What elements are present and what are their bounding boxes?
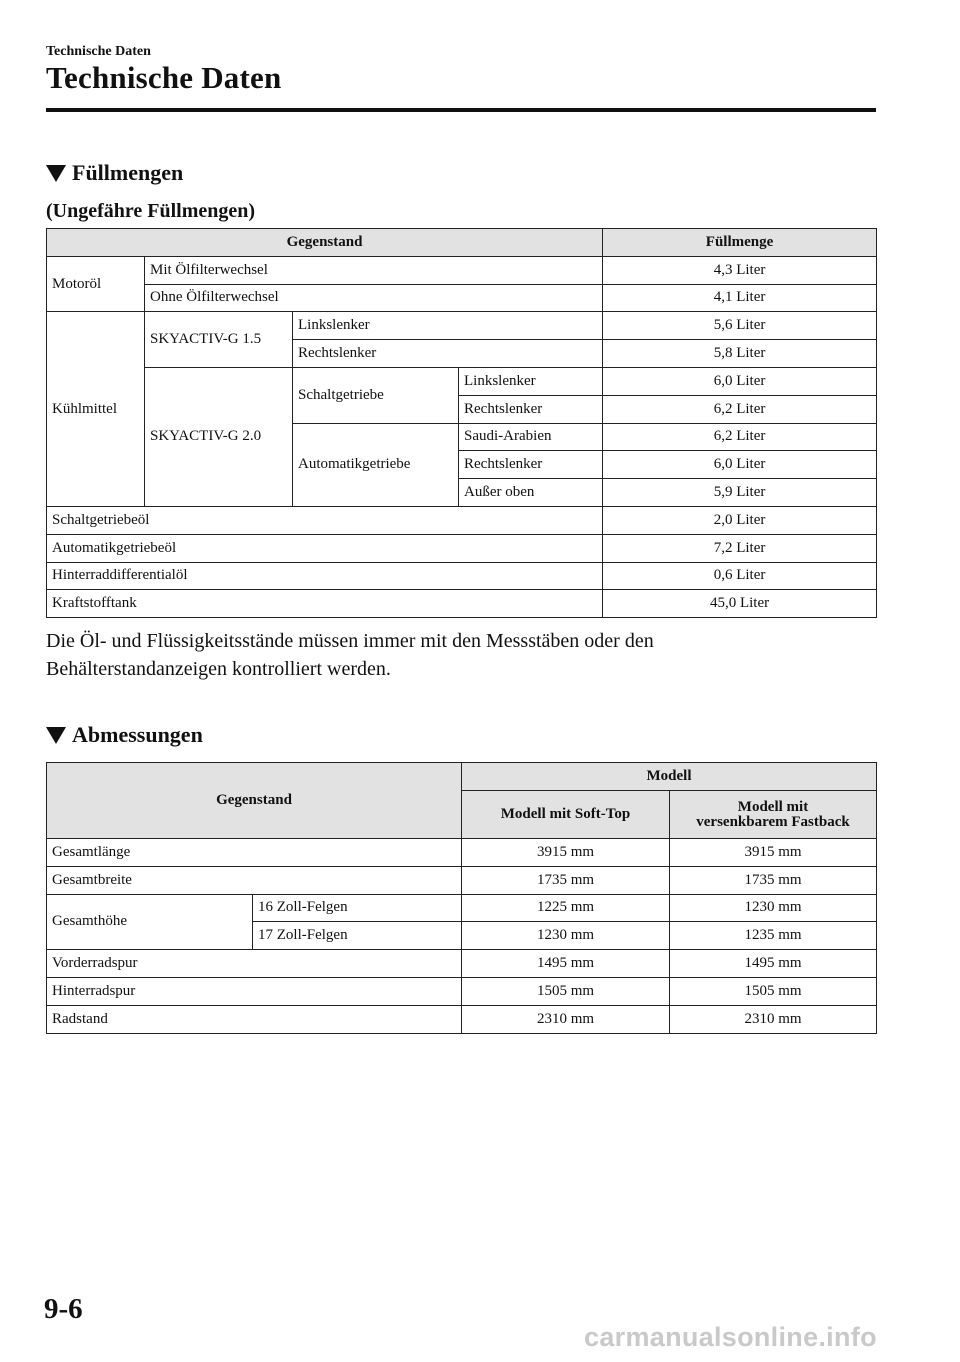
row-label: Gesamtlänge — [47, 839, 462, 867]
table-row — [47, 312, 877, 340]
row-label-ausser-oben: Außer oben — [459, 479, 603, 507]
header-section-small: Technische Daten — [46, 44, 151, 59]
col-header-gegenstand: Gegenstand — [47, 229, 603, 257]
table-row — [47, 839, 877, 867]
row-label: Hinterradspur — [47, 977, 462, 1005]
value-cell: 5,8 Liter — [603, 340, 877, 368]
page-number: 9-6 — [44, 1293, 83, 1325]
row-label: Radstand — [47, 1005, 462, 1033]
note-line: Die Öl- und Flüssigkeitsstände müssen immer mit den Messstäben oder den — [46, 630, 654, 652]
value-cell: 1225 mm — [462, 894, 670, 922]
value-cell: 4,1 Liter — [603, 284, 877, 312]
value-cell: 5,9 Liter — [603, 479, 877, 507]
value-cell: 3915 mm — [462, 839, 670, 867]
row-label-rechtslenker: Rechtslenker — [459, 451, 603, 479]
row-label-kuehlmittel: Kühlmittel — [47, 312, 145, 507]
table-row — [47, 284, 877, 312]
value-cell: 1495 mm — [462, 950, 670, 978]
triangle-down-icon — [46, 727, 66, 744]
table-row — [47, 866, 877, 894]
value-cell: 4,3 Liter — [603, 256, 877, 284]
table-row — [47, 894, 877, 922]
value-cell: 1495 mm — [670, 950, 877, 978]
table-header-row — [47, 229, 877, 257]
table-row — [47, 562, 877, 590]
value-cell: 7,2 Liter — [603, 534, 877, 562]
row-label-automatikgetriebe: Automatikgetriebe — [293, 423, 459, 506]
header-divider — [46, 108, 876, 112]
value-cell: 3915 mm — [670, 839, 877, 867]
fuellmengen-table — [46, 228, 877, 618]
row-sublabel: 16 Zoll-Felgen — [253, 894, 462, 922]
value-cell: 1735 mm — [670, 866, 877, 894]
row-label-linkslenker: Linkslenker — [459, 367, 603, 395]
table-row — [47, 506, 877, 534]
section-abmessungen — [46, 722, 203, 748]
table-row — [47, 367, 877, 395]
row-label-kraftstofftank: Kraftstofftank — [47, 590, 603, 618]
row-label: Gesamthöhe — [47, 894, 253, 950]
abmessungen-table — [46, 762, 877, 1034]
col-header-fastback-line1: Modell mit — [737, 798, 809, 815]
row-label-motoroel: Motoröl — [47, 256, 145, 312]
note-line: Behälterstandanzeigen kontrolliert werden. — [46, 658, 391, 680]
value-cell: 1230 mm — [462, 922, 670, 950]
row-label-linkslenker: Linkslenker — [293, 312, 603, 340]
table-row — [47, 590, 877, 618]
value-cell: 6,2 Liter — [603, 423, 877, 451]
table-row — [47, 1005, 877, 1033]
col-header-fastback-line2: versenkbarem Fastback — [696, 813, 850, 830]
row-label-rechtslenker: Rechtslenker — [459, 395, 603, 423]
value-cell: 6,0 Liter — [603, 367, 877, 395]
section-abmessungen-title: Abmessungen — [72, 722, 203, 747]
row-label-automatikgetriebeoel: Automatikgetriebeöl — [47, 534, 603, 562]
table-header-row — [47, 763, 877, 791]
value-cell: 1235 mm — [670, 922, 877, 950]
table-row — [47, 256, 877, 284]
section-fuellmengen — [46, 160, 183, 186]
value-cell: 2,0 Liter — [603, 506, 877, 534]
fuellmengen-note — [46, 627, 876, 683]
row-label-ohne-filter: Ohne Ölfilterwechsel — [145, 284, 603, 312]
col-header-gegenstand: Gegenstand — [47, 763, 462, 839]
row-label: Vorderradspur — [47, 950, 462, 978]
value-cell: 6,2 Liter — [603, 395, 877, 423]
table-row — [47, 977, 877, 1005]
header-section-title: Technische Daten — [46, 60, 282, 95]
row-label-g20: SKYACTIV-G 2.0 — [145, 367, 293, 506]
value-cell: 1505 mm — [670, 977, 877, 1005]
row-label-g15: SKYACTIV-G 1.5 — [145, 312, 293, 368]
value-cell: 1230 mm — [670, 894, 877, 922]
value-cell: 1505 mm — [462, 977, 670, 1005]
row-label-mit-filter: Mit Ölfilterwechsel — [145, 256, 603, 284]
row-label-rechtslenker: Rechtslenker — [293, 340, 603, 368]
value-cell: 5,6 Liter — [603, 312, 877, 340]
col-header-modell: Modell — [462, 763, 877, 791]
table-row — [47, 950, 877, 978]
section-fuellmengen-title: Füllmengen — [72, 160, 184, 185]
value-cell: 6,0 Liter — [603, 451, 877, 479]
value-cell: 2310 mm — [462, 1005, 670, 1033]
row-label-schaltgetriebeoel: Schaltgetriebeöl — [47, 506, 603, 534]
value-cell: 0,6 Liter — [603, 562, 877, 590]
triangle-down-icon — [46, 165, 66, 182]
row-label-saudi-arabien: Saudi-Arabien — [459, 423, 603, 451]
col-header-softtop: Modell mit Soft-Top — [462, 791, 670, 839]
value-cell: 2310 mm — [670, 1005, 877, 1033]
col-header-fuellmenge: Füllmenge — [603, 229, 877, 257]
col-header-fastback — [670, 791, 877, 839]
value-cell: 45,0 Liter — [603, 590, 877, 618]
row-label-hinterraddifferentialoel: Hinterraddifferentialöl — [47, 562, 603, 590]
value-cell: 1735 mm — [462, 866, 670, 894]
table-row — [47, 534, 877, 562]
row-label-schaltgetriebe: Schaltgetriebe — [293, 367, 459, 423]
row-sublabel: 17 Zoll-Felgen — [253, 922, 462, 950]
row-label: Gesamtbreite — [47, 866, 462, 894]
fuellmengen-subtitle: (Ungefähre Füllmengen) — [46, 200, 256, 222]
watermark: carmanualsonline.info — [584, 1322, 877, 1352]
